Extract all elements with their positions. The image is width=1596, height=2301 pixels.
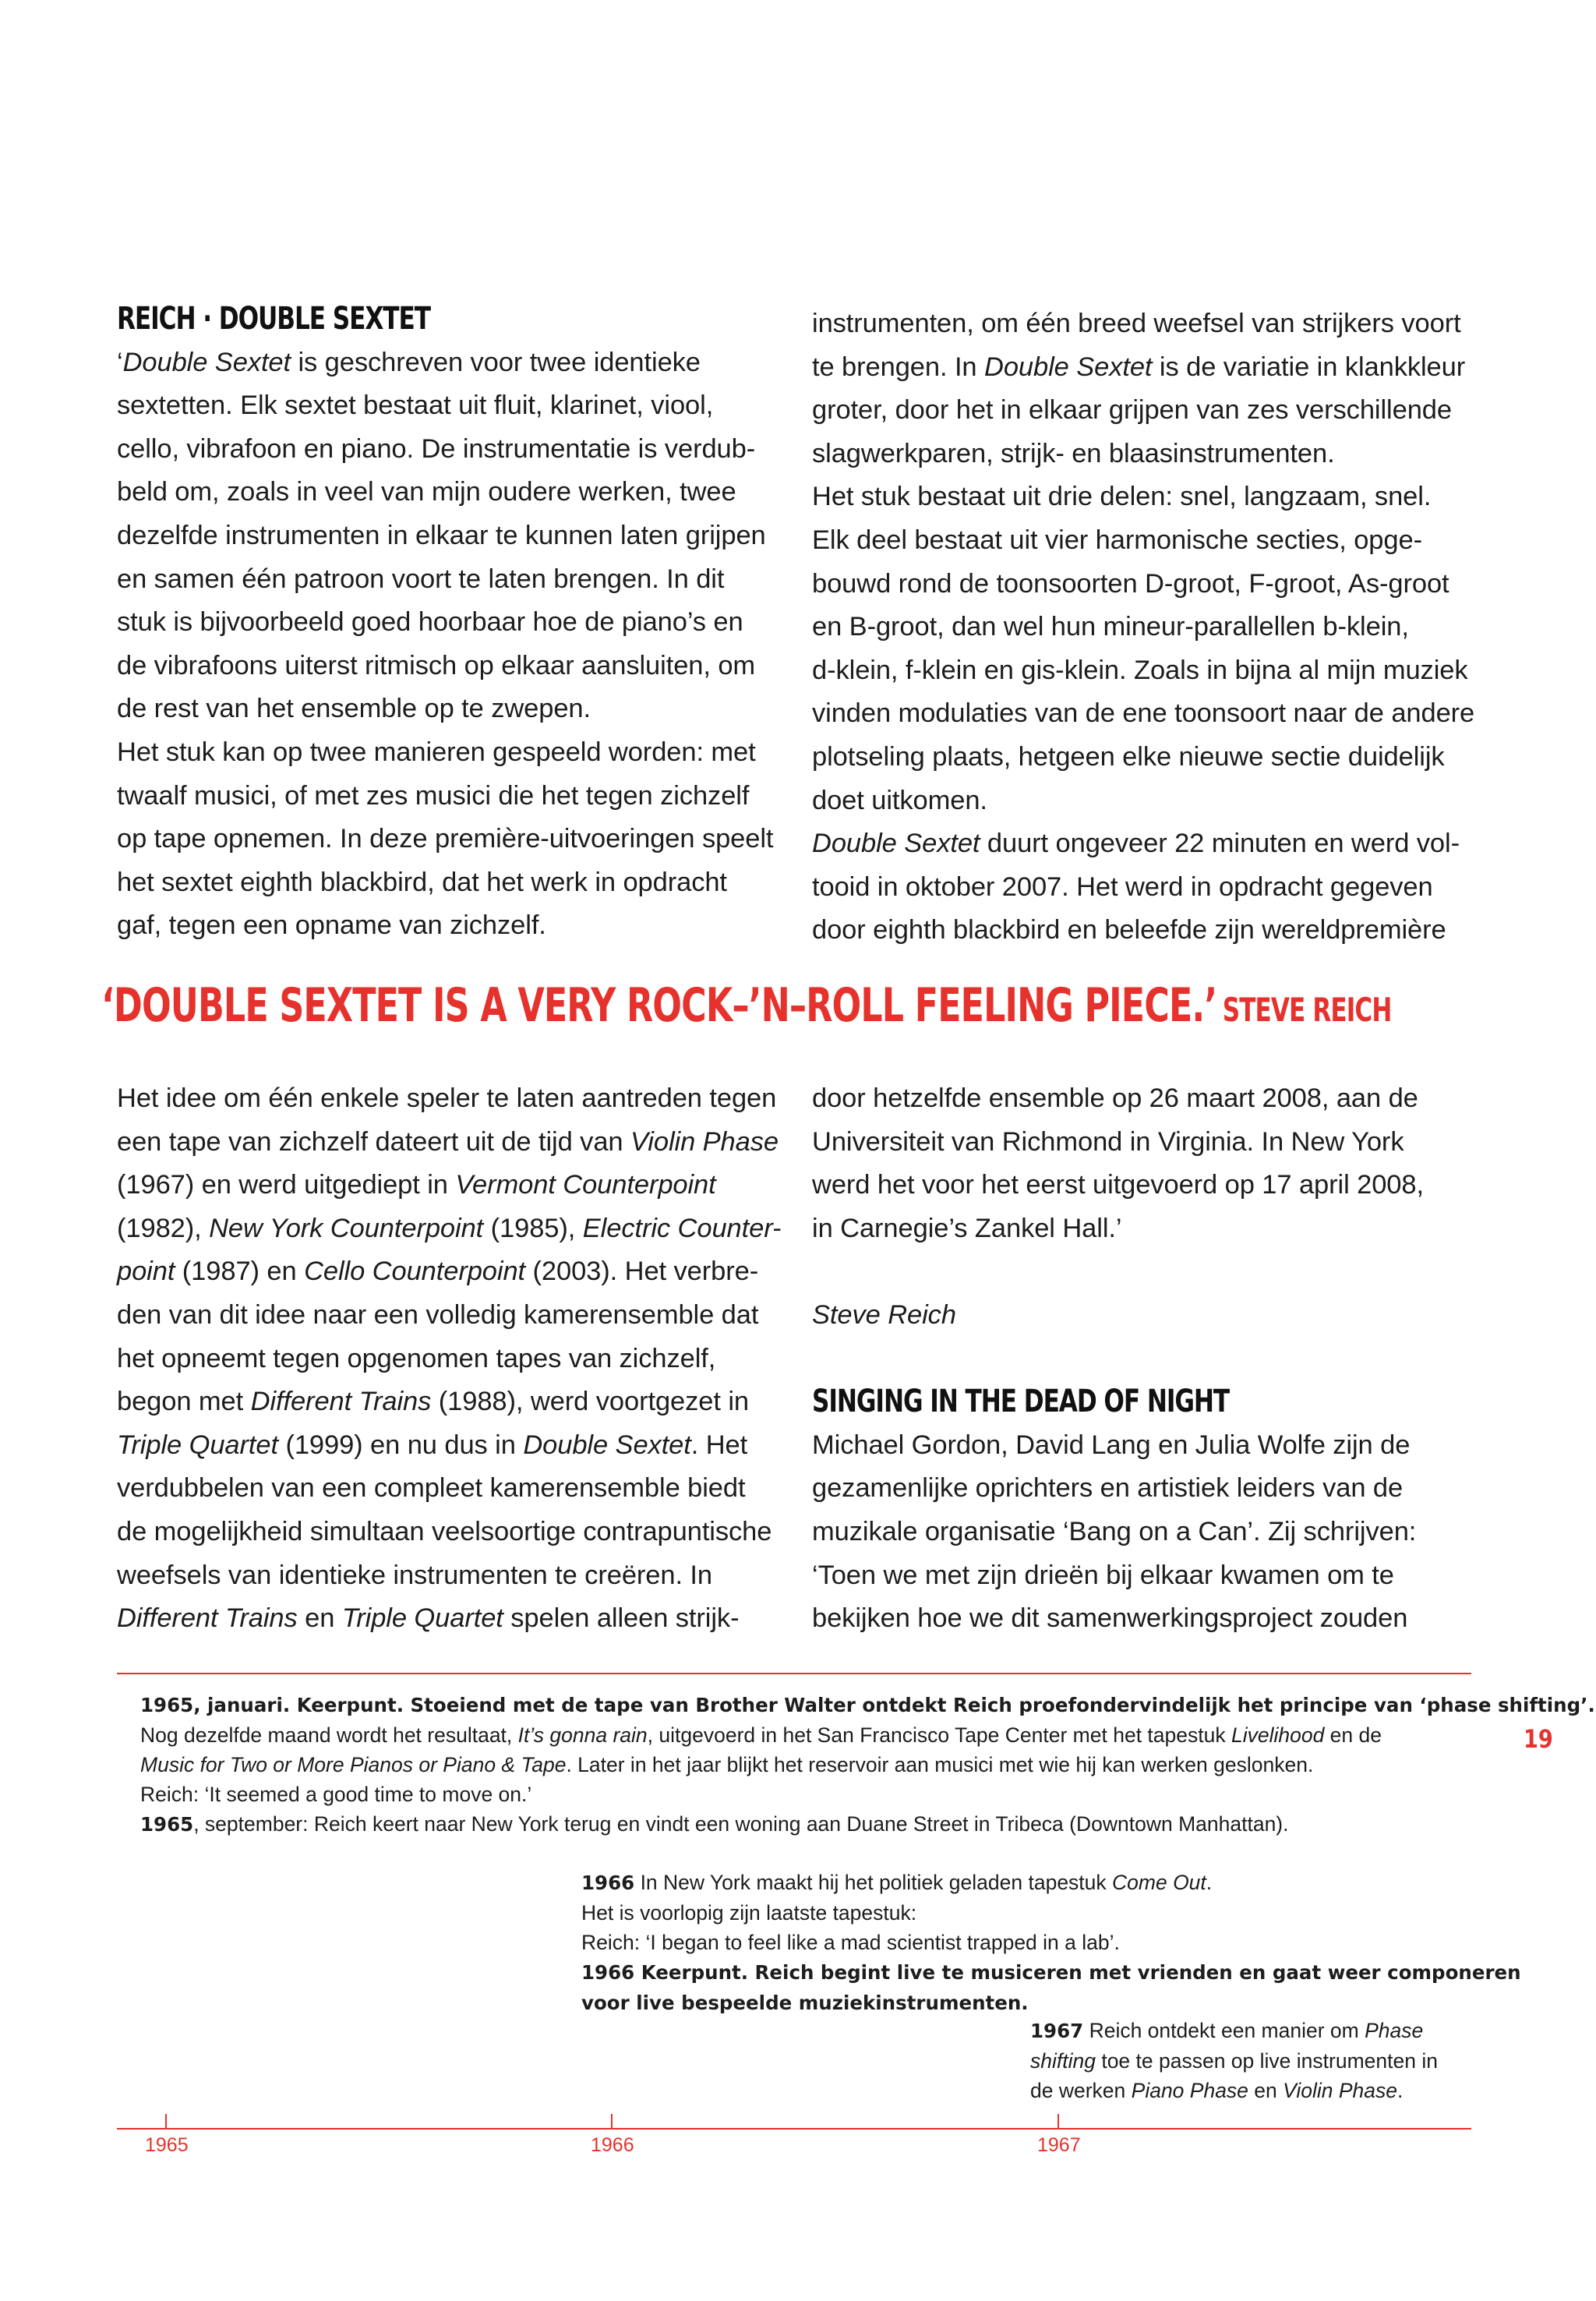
text-line: gaf, tegen een opname van zichzelf. bbox=[117, 910, 546, 941]
article-column-3 bbox=[117, 1077, 787, 1641]
text-line: slagwerkparen, strijk- en blaasinstrumenten. bbox=[812, 438, 1335, 468]
text-line: shifting toe te passen op live instrumenten in bbox=[1030, 2049, 1438, 2073]
timeline-entry-1967 bbox=[1030, 2016, 1438, 2105]
text-line: vinden modulaties van de ene toonsoort naar de andere bbox=[812, 698, 1475, 729]
timeline-tick bbox=[611, 2114, 613, 2130]
column-lines bbox=[117, 341, 787, 948]
text-line: door hetzelfde ensemble op 26 maart 2008, aan de bbox=[812, 1083, 1418, 1113]
text-line: Triple Quartet (1999) en nu dus in Double Sextet. Het bbox=[117, 1430, 748, 1460]
column-lines bbox=[117, 1077, 787, 1641]
text-line: de vibrafoons uiterst ritmisch op elkaar aansluiten, om bbox=[117, 650, 756, 680]
author-signature: Steve Reich bbox=[812, 1299, 956, 1330]
text-line: beld om, zoals in veel van mijn oudere werken, twee bbox=[117, 477, 736, 507]
timeline-year-label: 1966 bbox=[591, 2134, 634, 2156]
text-line: tooid in oktober 2007. Het werd in opdracht gegeven bbox=[812, 871, 1433, 902]
text-line: Universiteit van Richmond in Virginia. In New York bbox=[812, 1126, 1404, 1157]
text-line: ‘Toen we met zijn drieën bij elkaar kwamen om te bbox=[812, 1560, 1394, 1590]
timeline-year-label: 1965 bbox=[145, 2134, 189, 2156]
spacer bbox=[812, 1338, 1482, 1381]
text-line: en samen één patroon voort te laten brengen. In dit bbox=[117, 564, 725, 594]
text-line: begon met Different Trains (1988), werd voortgezet in bbox=[117, 1387, 749, 1417]
text-line: stuk is bijvoorbeeld goed hoorbaar hoe de piano’s en bbox=[117, 607, 743, 638]
text-line: dezelfde instrumenten in elkaar te kunnen laten grijpen bbox=[117, 520, 766, 550]
text-line: ‘Double Sextet is geschreven voor twee identieke bbox=[117, 347, 701, 377]
timeline-entry-1966 bbox=[581, 1868, 1521, 2018]
text-line: d-klein, f-klein en gis-klein. Zoals in bijna al mijn muziek bbox=[812, 655, 1468, 685]
text-line: verdubbelen van een compleet kamerensemble biedt bbox=[117, 1473, 746, 1504]
text-line: de rest van het ensemble op te zwepen. bbox=[117, 694, 591, 724]
text-line: (1982), New York Counterpoint (1985), Electric Counter- bbox=[117, 1213, 782, 1243]
text-line: 1965, september: Reich keert naar New York terug en vindt een woning aan Duane Street in Tribeca (Downtown Manhattan). bbox=[140, 1812, 1289, 1836]
text-line: Het is voorlopig zijn laatste tapestuk: bbox=[581, 1901, 917, 1925]
text-line: Nog dezelfde maand wordt het resultaat, It’s gonna rain, uitgevoerd in het San Francisco Tape Center met het tapestuk Livelihood en de bbox=[140, 1723, 1382, 1747]
text-line: Het stuk kan op twee manieren gespeeld worden: met bbox=[117, 737, 756, 767]
text-line: weefsels van identieke instrumenten te creëren. In bbox=[117, 1560, 713, 1590]
text-line: Music for Two or More Pianos or Piano & Tape. Later in het jaar blijkt het reservoir aan musici met wie hij kan werken geslonken. bbox=[140, 1753, 1314, 1776]
timeline-divider bbox=[117, 1673, 1471, 1674]
timeline-tick bbox=[165, 2114, 167, 2130]
text-line: het sextet eighth blackbird, dat het werk in opdracht bbox=[117, 867, 727, 897]
text-line: 1965, januari. Keerpunt. Stoeiend met de tape van Brother Walter ontdekt Reich proefondervindelijk het principe van ‘phase shifting’. bbox=[140, 1694, 1595, 1716]
text-line: bekijken hoe we dit samenwerkingsproject zouden bbox=[812, 1603, 1408, 1634]
text-line: bouwd rond de toonsoorten D-groot, F-groot, As-groot bbox=[812, 568, 1449, 599]
article-column-2 bbox=[812, 302, 1482, 953]
text-line: 1966 In New York maakt hij het politiek geladen tapestuk Come Out. bbox=[581, 1871, 1213, 1894]
text-line: Michael Gordon, David Lang en Julia Wolfe zijn de bbox=[812, 1430, 1411, 1460]
text-line: te brengen. In Double Sextet is de variatie in klankkleur bbox=[812, 352, 1466, 382]
text-line: point (1987) en Cello Counterpoint (2003). Het verbre- bbox=[117, 1257, 759, 1287]
text-line: 1967 Reich ontdekt een manier om Phase bbox=[1030, 2019, 1424, 2042]
text-line: werd het voor het eerst uitgevoerd op 17 april 2008, bbox=[812, 1170, 1424, 1200]
text-line: Het idee om één enkele speler te laten aantreden tegen bbox=[117, 1083, 777, 1113]
text-line: groter, door het in elkaar grijpen van zes verschillende bbox=[812, 395, 1452, 426]
column-lines bbox=[812, 302, 1482, 953]
timeline-axis bbox=[117, 2128, 1471, 2130]
text-line: Reich: ‘It seemed a good time to move on.’ bbox=[140, 1783, 532, 1806]
spacer bbox=[812, 1250, 1482, 1294]
timeline-year-label: 1967 bbox=[1037, 2134, 1081, 2156]
text-line: instrumenten, om één breed weefsel van strijkers voort bbox=[812, 309, 1461, 338]
pull-quote bbox=[101, 978, 1391, 1033]
article-column-1 bbox=[117, 298, 787, 948]
text-line: sextetten. Elk sextet bestaat uit fluit, klarinet, viool, bbox=[117, 391, 714, 421]
text-line: plotseling plaats, hetgeen elke nieuwe sectie duidelijk bbox=[812, 741, 1445, 772]
text-line: Different Trains en Triple Quartet spelen alleen strijk- bbox=[117, 1603, 740, 1634]
text-line: en B-groot, dan wel hun mineur-parallellen b-klein, bbox=[812, 612, 1409, 642]
article-column-4 bbox=[812, 1077, 1482, 1641]
text-line: de werken Piano Phase en Violin Phase. bbox=[1030, 2079, 1404, 2102]
text-line: muzikale organisatie ‘Bang on a Can’. Zij schrijven: bbox=[812, 1516, 1417, 1546]
text-line: doet uitkomen. bbox=[812, 785, 987, 815]
text-line: Het stuk bestaat uit drie delen: snel, langzaam, snel. bbox=[812, 482, 1432, 512]
text-line: de mogelijkheid simultaan veelsoortige contrapuntische bbox=[117, 1516, 772, 1546]
text-line: voor live bespeelde muziekinstrumenten. bbox=[581, 1992, 1029, 2014]
timeline-tick bbox=[1058, 2114, 1059, 2130]
timeline-entry-1965 bbox=[140, 1690, 1595, 1840]
text-line: Elk deel bestaat uit vier harmonische secties, opge- bbox=[812, 525, 1422, 555]
text-line: twaalf musici, of met zes musici die het tegen zichzelf bbox=[117, 780, 750, 811]
text-line: 1966 Keerpunt. Reich begint live te musiceren met vrienden en gaat weer componeren bbox=[581, 1961, 1521, 1984]
pull-quote-attribution: STEVE REICH bbox=[1222, 991, 1392, 1029]
text-line: (1967) en werd uitgediept in Vermont Counterpoint bbox=[117, 1170, 716, 1200]
column-lines bbox=[812, 1077, 1482, 1250]
text-line: het opneemt tegen opgenomen tapes van zichzelf, bbox=[117, 1343, 716, 1373]
article-heading: REICH · DOUBLE SEXTET bbox=[117, 301, 430, 337]
article-heading-2: SINGING IN THE DEAD OF NIGHT bbox=[812, 1384, 1230, 1420]
column-lines bbox=[812, 1424, 1482, 1641]
text-line: een tape van zichzelf dateert uit de tijd van Violin Phase bbox=[117, 1126, 779, 1157]
pull-quote-text: ‘DOUBLE SEXTET IS A VERY ROCK–’N–ROLL FEELING PIECE.’ bbox=[101, 978, 1217, 1033]
text-line: Double Sextet duurt ongeveer 22 minuten en werd vol- bbox=[812, 829, 1460, 859]
text-line: den van dit idee naar een volledig kamerensemble dat bbox=[117, 1299, 759, 1330]
text-line: Reich: ‘I began to feel like a mad scientist trapped in a lab’. bbox=[581, 1931, 1120, 1954]
text-line: gezamenlijke oprichters en artistiek leiders van de bbox=[812, 1473, 1404, 1504]
text-line: door eighth blackbird en beleefde zijn wereldpremière bbox=[812, 915, 1446, 945]
text-line: in Carnegie’s Zankel Hall.’ bbox=[812, 1213, 1122, 1243]
text-line: op tape opnemen. In deze première-uitvoeringen speelt bbox=[117, 824, 774, 854]
page-number: 19 bbox=[1524, 1724, 1553, 1754]
text-line: cello, vibrafoon en piano. De instrumentatie is verdub- bbox=[117, 433, 756, 464]
